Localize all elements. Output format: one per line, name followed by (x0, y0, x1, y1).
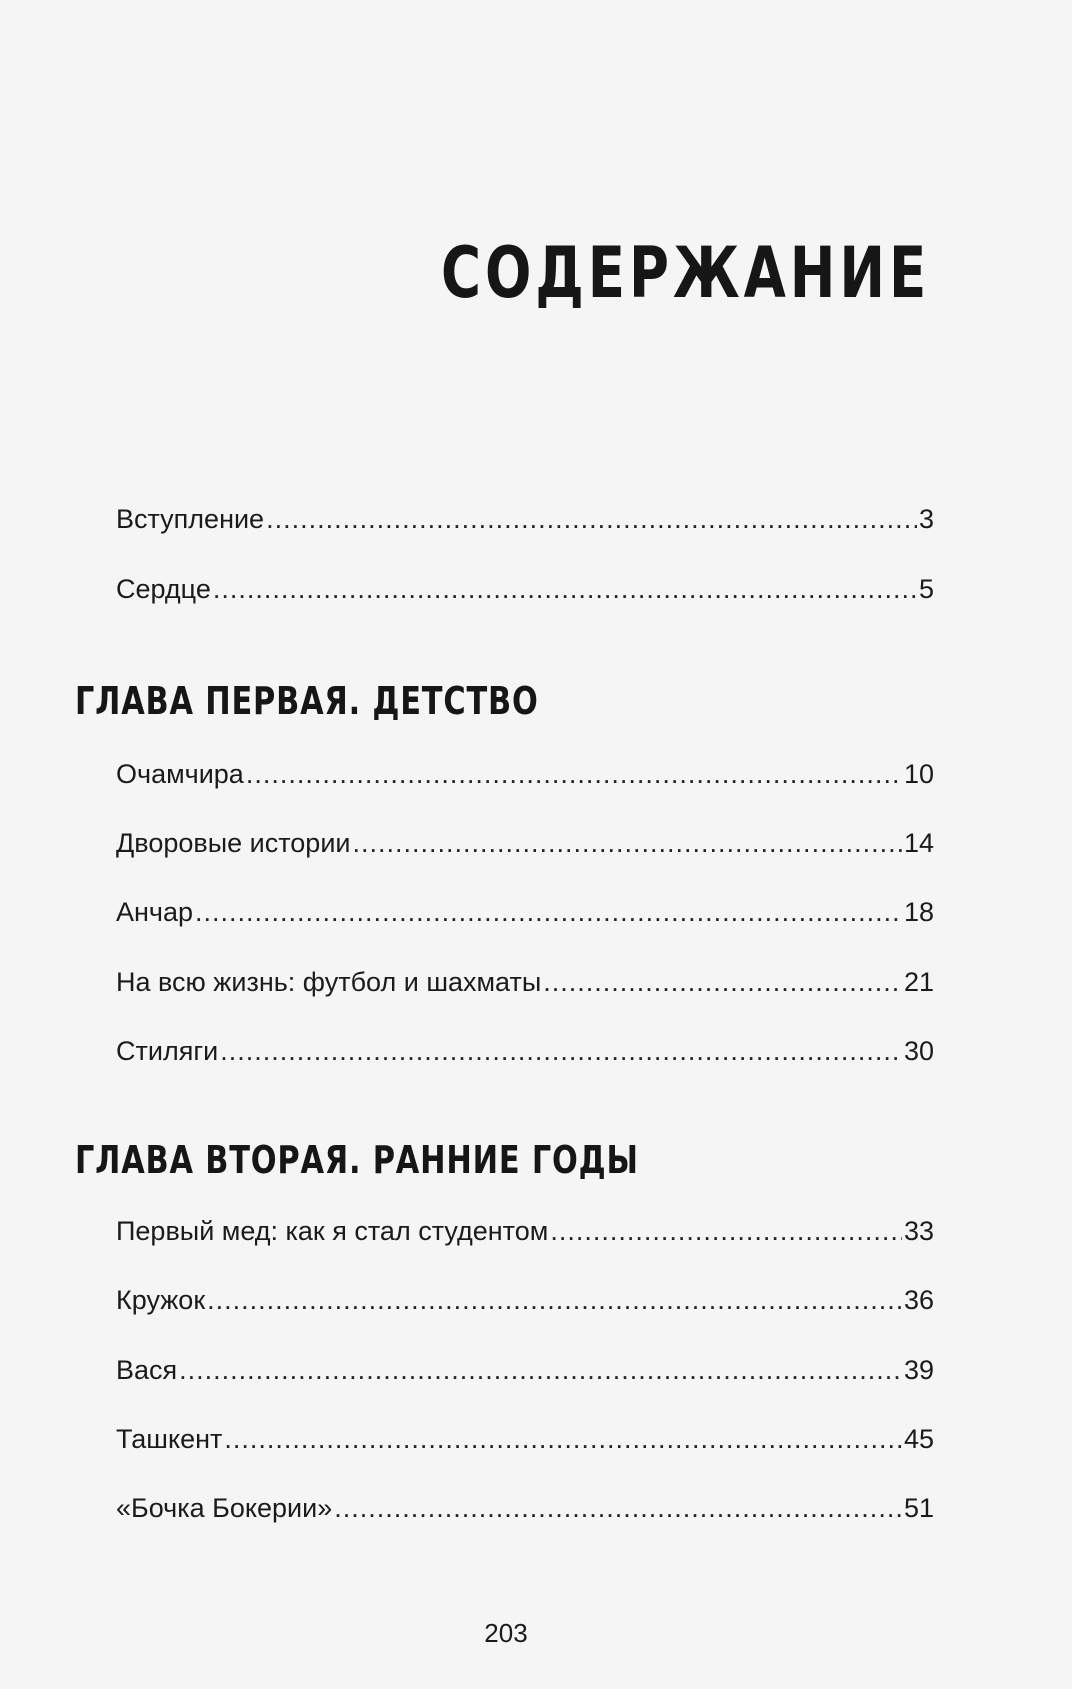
entry-title: На всю жизнь: футбол и шахматы (116, 967, 542, 997)
entry-page: 30 (903, 1036, 934, 1066)
dot-leader (207, 1283, 902, 1317)
entry-page: 51 (903, 1493, 934, 1523)
entry-title: Сердце (116, 574, 211, 604)
entry-title: Стиляги (116, 1036, 219, 1066)
toc-entry[interactable] (116, 1214, 934, 1248)
dot-leader (179, 1353, 902, 1387)
entry-page: 45 (903, 1424, 934, 1454)
dot-leader (543, 965, 902, 999)
entry-title: Очамчира (116, 759, 244, 789)
dot-leader (550, 1214, 902, 1248)
entry-title: Первый мед: как я стал студентом (116, 1216, 549, 1246)
toc-entry[interactable] (116, 965, 934, 999)
toc-entry[interactable] (116, 757, 934, 791)
dot-leader (195, 895, 902, 929)
toc-entry[interactable] (116, 895, 934, 929)
toc-entry[interactable] (116, 1353, 934, 1387)
dot-leader (334, 1491, 902, 1525)
entry-title: Вступление (116, 504, 265, 534)
entry-page: 14 (903, 828, 934, 858)
toc-entry[interactable] (116, 1283, 934, 1317)
toc-entry[interactable] (116, 1491, 934, 1525)
entry-page: 21 (903, 967, 934, 997)
entry-page: 5 (918, 574, 934, 604)
dot-leader (224, 1422, 902, 1456)
entry-title: Вася (116, 1355, 178, 1385)
entry-page: 36 (903, 1285, 934, 1315)
dot-leader (352, 826, 901, 860)
toc-entry[interactable] (116, 502, 934, 536)
toc-entry[interactable] (116, 1034, 934, 1068)
dot-leader (220, 1034, 902, 1068)
toc-entry[interactable] (116, 572, 934, 606)
entry-title: Дворовые истории (116, 828, 351, 858)
entry-page: 33 (903, 1216, 934, 1246)
entry-title: Кружок (116, 1285, 206, 1315)
chapter-heading: ГЛАВА ПЕРВАЯ. ДЕТСТВО (75, 679, 539, 723)
entry-title: «Бочка Бокерии» (116, 1493, 333, 1523)
entry-page: 18 (903, 897, 934, 927)
dot-leader (246, 757, 902, 791)
entry-page: 3 (918, 504, 934, 534)
toc-entry[interactable] (116, 826, 934, 860)
chapter-heading: ГЛАВА ВТОРАЯ. РАННИЕ ГОДЫ (75, 1138, 639, 1182)
toc-title: СОДЕРЖАНИЕ (440, 232, 930, 314)
entry-page: 10 (903, 759, 934, 789)
page-number: 203 (484, 1618, 528, 1648)
entry-title: Ташкент (116, 1424, 223, 1454)
toc-entry[interactable] (116, 1422, 934, 1456)
dot-leader (266, 502, 917, 536)
dot-leader (213, 572, 917, 606)
entry-page: 39 (903, 1355, 934, 1385)
entry-title: Анчар (116, 897, 194, 927)
